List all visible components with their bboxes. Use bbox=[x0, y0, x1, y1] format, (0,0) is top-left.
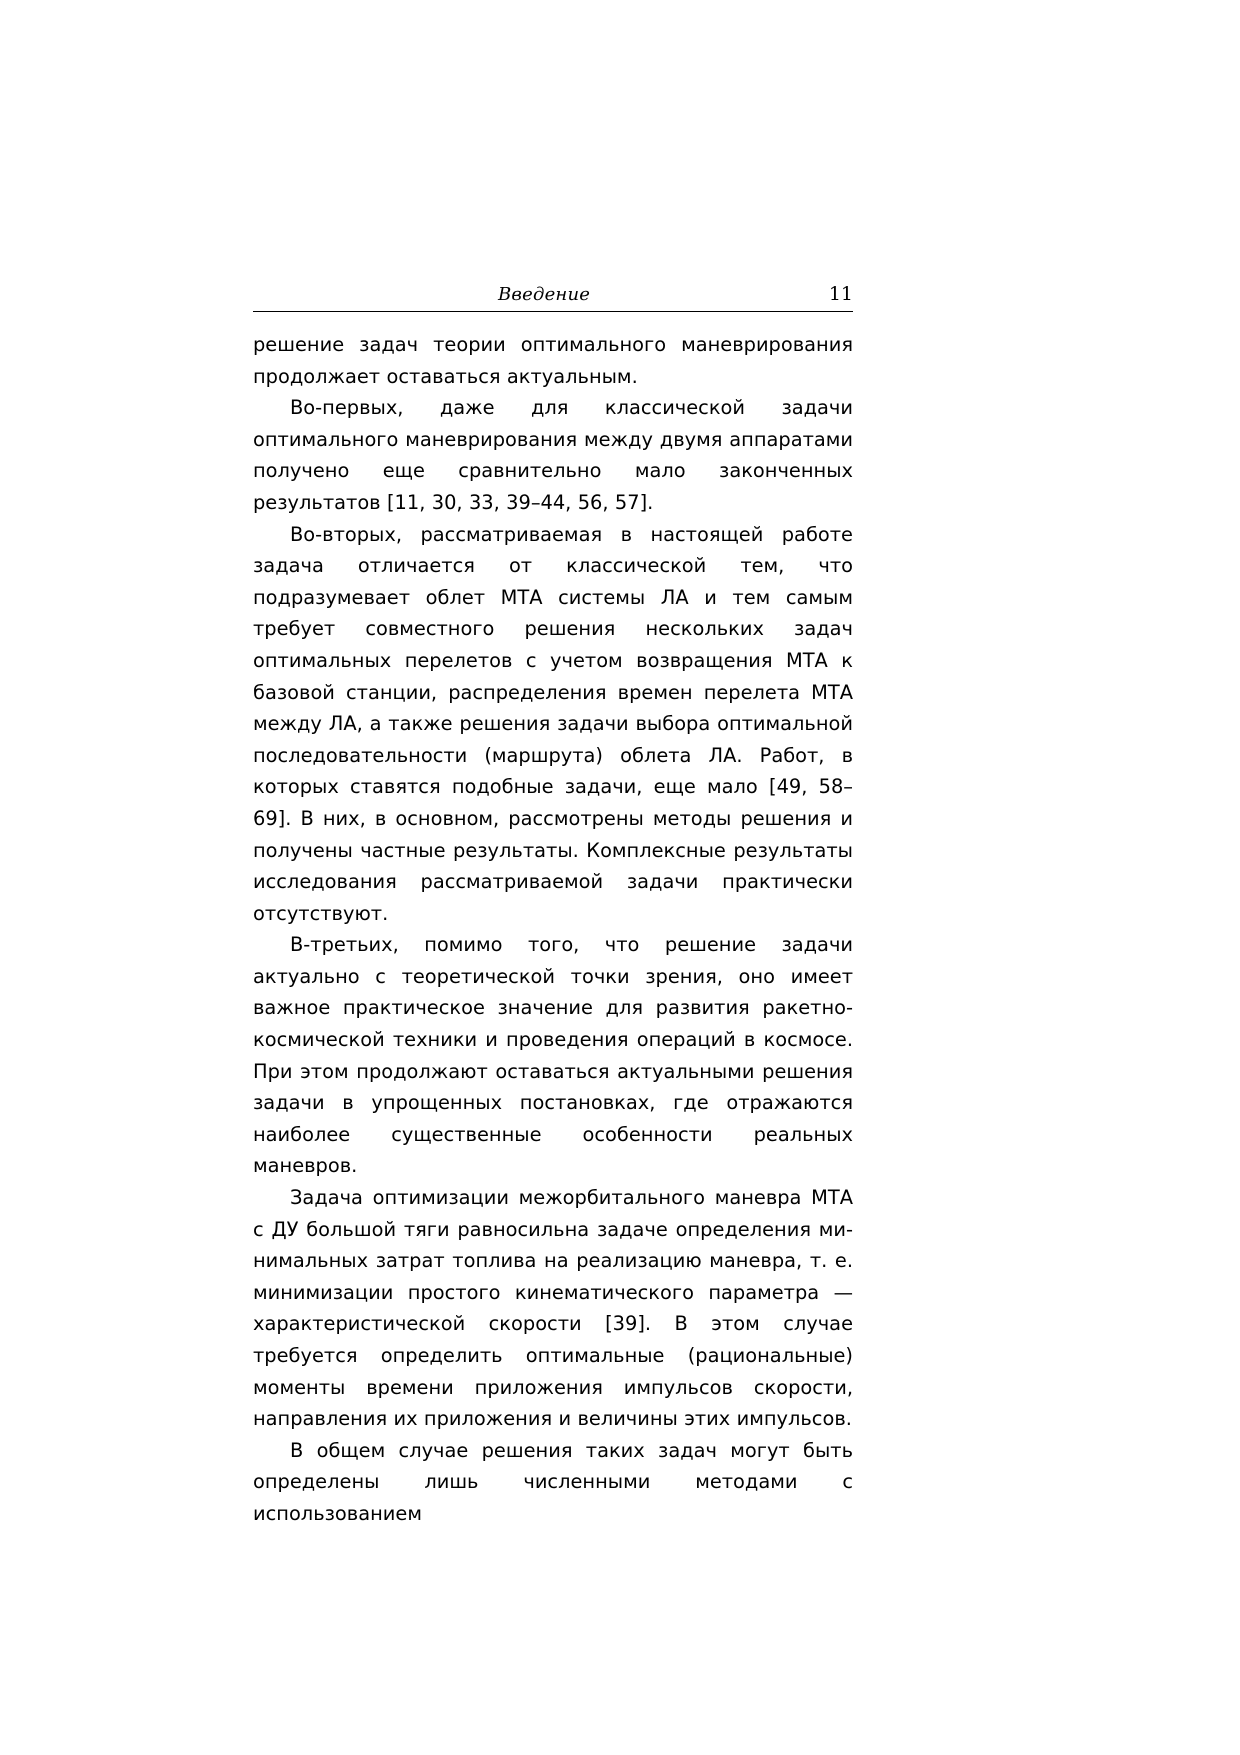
running-head-title: Введение bbox=[498, 284, 591, 305]
paragraph: Во-первых, даже для классической задачи оптимального маневрирования между двумя аппаратами получено еще сравнительно мало законченных результатов [11, 30, 33, 39–44, 56, 57]. bbox=[253, 396, 853, 514]
paragraph: В-третьих, помимо того, что решение задачи актуально с теоретической точки зрения, оно имеет важное практическое значение для развития ракетно-космической техники и проведения операций в космосе. При этом продолжают оставаться актуальными решения задачи в упрощенных постановках, где отражаются наиболее существенные особенности реальных маневров. bbox=[253, 933, 853, 1178]
paragraph: В общем случае решения таких задач могут быть определены лишь численными методами с использованием bbox=[253, 1438, 853, 1525]
paragraph: Задача оптимизации межорбитального маневра МТА с ДУ большой тяги равносильна задаче определения минимальных затрат топлива на реализацию маневра, т. е. минимизации простого кинематического параметра — характеристической скорости [39]. В этом случае требуется определить оптимальные (рациональные) моменты времени приложения импульсов скорости, направления их приложения и величины этих импульсов. bbox=[253, 1186, 853, 1431]
page-number: 11 bbox=[828, 283, 853, 305]
paragraph: Во-вторых, рассматриваемая в настоящей работе задача отличается от классической тем, что подразумевает облет МТА системы ЛА и тем самым требует совместного решения нескольких задач оптимальных перелетов с учетом возвращения МТА к базовой станции, распределения времен перелета МТА между ЛА, а также решения задачи выбора оптимальной последовательности (маршрута) облета ЛА. Работ, в которых ставятся подобные задачи, еще мало [49, 58–69]. В них, в основном, рассмотрены методы решения и получены частные результаты. Комплексные результаты исследования рассматриваемой задачи практически отсутствуют. bbox=[253, 522, 853, 925]
page-text-block bbox=[253, 283, 853, 1530]
paragraph: решение задач теории оптимального маневрирования продолжает оставаться актуальным. bbox=[253, 333, 853, 388]
body-text bbox=[253, 329, 853, 1530]
running-head bbox=[253, 283, 853, 312]
